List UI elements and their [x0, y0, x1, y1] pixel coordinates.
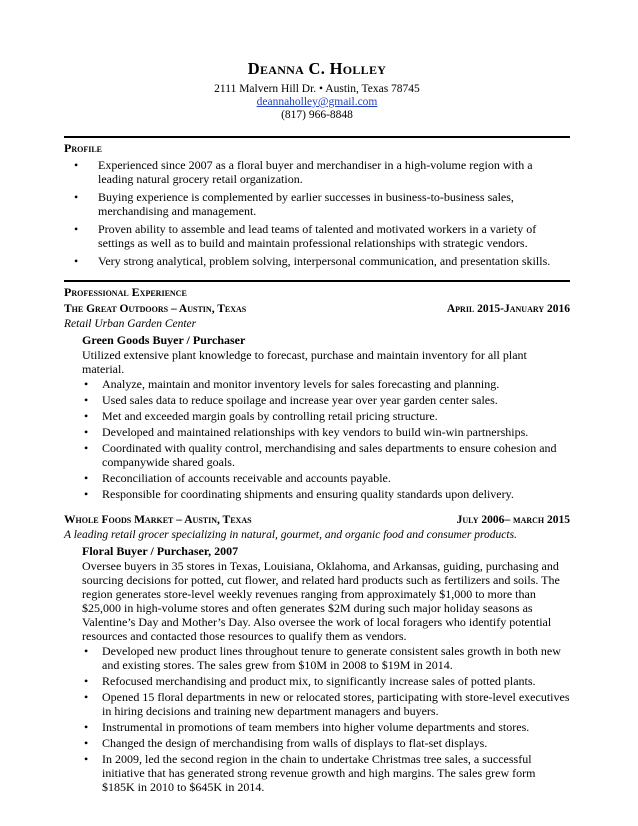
profile-list: [64, 158, 570, 268]
resume-page: [64, 60, 570, 796]
job-description: A leading retail grocer specializing in natural, gourmet, and organic food and consumer products.: [64, 529, 517, 541]
bullet-icon: •: [84, 720, 89, 734]
list-item: [82, 644, 570, 672]
list-item-text: Coordinated with quality control, merchandising and sales departments to ensure cohesion and companywide shared goals.: [102, 441, 557, 469]
job-bullets: [82, 644, 570, 794]
list-item-text: In 2009, led the second region in the chain to undertake Christmas tree sales, a successful initiative that has generated strong revenue growth and high margins. The sales grew form $185K in 2010 to $645K in 2014.: [102, 752, 536, 794]
list-item: [82, 393, 570, 407]
job-header: [64, 302, 570, 316]
list-item-text: Opened 15 floral departments in new or relocated stores, participating with store-level executives in hiring decisions and training new department managers and buyers.: [102, 690, 570, 718]
bullet-icon: •: [74, 254, 79, 268]
job-entry: [64, 513, 570, 794]
list-item: [82, 487, 570, 501]
list-item: [82, 690, 570, 718]
bullet-icon: •: [84, 644, 89, 658]
list-item: [82, 441, 570, 469]
list-item-text: Changed the design of merchandising from walls of displays to flat-set displays.: [102, 736, 488, 750]
bullet-icon: •: [84, 441, 89, 455]
list-item-text: Very strong analytical, problem solving, interpersonal communication, and presentation skills.: [98, 254, 551, 268]
list-item: [82, 425, 570, 439]
job-company: Whole Foods Market – Austin, Texas: [64, 514, 252, 526]
bullet-icon: •: [74, 190, 79, 204]
list-item-text: Responsible for coordinating shipments and ensuring quality standards upon delivery.: [102, 487, 514, 501]
experience-heading: Professional Experience: [64, 280, 570, 299]
list-item: [64, 190, 570, 218]
list-item-text: Met and exceeded margin goals by controlling retail pricing structure.: [102, 409, 438, 423]
bullet-icon: •: [84, 674, 89, 688]
address-line: 2111 Malvern Hill Dr. • Austin, Texas 78745: [214, 83, 420, 95]
list-item: [82, 720, 570, 734]
list-item-text: Used sales data to reduce spoilage and increase year over year garden center sales.: [102, 393, 498, 407]
bullet-icon: •: [74, 158, 79, 172]
list-item-text: Instrumental in promotions of team members into higher volume departments and stores.: [102, 720, 530, 734]
phone-number: (817) 966-8848: [281, 109, 353, 121]
bullet-icon: •: [84, 377, 89, 391]
bullet-icon: •: [84, 736, 89, 750]
list-item-text: Experienced since 2007 as a floral buyer and merchandiser in a high-volume region with a leading natural grocery retail organization.: [98, 158, 533, 186]
bullet-icon: •: [74, 222, 79, 236]
job-entry: [64, 302, 570, 501]
list-item-text: Refocused merchandising and product mix, to significantly increase sales of potted plants.: [102, 674, 536, 688]
experience-section: [64, 280, 570, 794]
job-role: Green Goods Buyer / Purchaser: [82, 333, 246, 347]
list-item-text: Developed and maintained relationships with key vendors to build win-win partnerships.: [102, 425, 529, 439]
profile-heading: Profile: [64, 136, 570, 155]
job-role: Floral Buyer / Purchaser, 2007: [82, 544, 239, 558]
bullet-icon: •: [84, 752, 89, 766]
list-item: [82, 752, 570, 794]
bullet-icon: •: [84, 471, 89, 485]
resume-header: [64, 60, 570, 122]
job-description: Retail Urban Garden Center: [64, 318, 197, 330]
list-item: [82, 674, 570, 688]
bullet-icon: •: [84, 425, 89, 439]
job-dates: April 2015-January 2016: [446, 303, 570, 315]
job-company: The Great Outdoors – Austin, Texas: [64, 303, 247, 315]
list-item-text: Buying experience is complemented by earlier successes in business-to-business sales, merchandising and management.: [98, 190, 514, 218]
list-item: [82, 377, 570, 391]
list-item: [82, 471, 570, 485]
candidate-name: Deanna C. Holley: [247, 59, 387, 78]
bullet-icon: •: [84, 487, 89, 501]
list-item: [82, 736, 570, 750]
job-summary: Utilized extensive plant knowledge to forecast, purchase and maintain inventory for all plant material.: [82, 348, 527, 376]
list-item: [64, 222, 570, 250]
bullet-icon: •: [84, 393, 89, 407]
profile-section: [64, 136, 570, 268]
list-item-text: Developed new product lines throughout tenure to generate consistent sales growth in both new and existing stores. The sales grew from $10M in 2008 to $19M in 2014.: [102, 644, 561, 672]
email-link[interactable]: deannaholley@gmail.com: [256, 96, 378, 108]
list-item: [64, 254, 570, 268]
job-summary: Oversee buyers in 35 stores in Texas, Louisiana, Oklahoma, and Arkansas, guiding, purchasing and sourcing decisions for potted, cut flower, and related hard products such as fertilizers and soils. The region generates store-level weekly revenues ranging from approximately $1,000 to more than $25,000 in high-volume stores and often generates $2M during such major holiday seasons as Valentine’s Day and Mother’s Day. Also oversee the work of local foragers who identify potential resources and contacted those resources to qualify them as vendors.: [82, 559, 560, 643]
list-item-text: Proven ability to assemble and lead teams of talented and motivated workers in a variety of settings as well as to build and maintain professional relationships with strategic vendors.: [98, 222, 537, 250]
job-bullets: [82, 377, 570, 501]
list-item-text: Reconciliation of accounts receivable and accounts payable.: [102, 471, 391, 485]
list-item-text: Analyze, maintain and monitor inventory levels for sales forecasting and planning.: [102, 377, 500, 391]
job-dates: July 2006– march 2015: [456, 514, 570, 526]
job-header: [64, 513, 570, 527]
list-item: [82, 409, 570, 423]
bullet-icon: •: [84, 690, 89, 704]
list-item: [64, 158, 570, 186]
bullet-icon: •: [84, 409, 89, 423]
